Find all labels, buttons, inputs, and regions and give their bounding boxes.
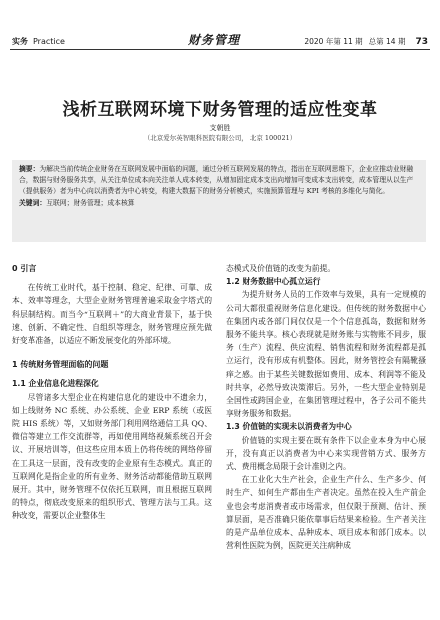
header-rule [10,49,430,50]
page-number: 73 [415,37,428,47]
total-issue: 总第 14 期 [368,37,406,46]
left-column [12,262,212,523]
intro-heading: 0 引言 [12,264,37,273]
section-label [12,36,65,47]
issue-info [298,36,428,47]
section-1-3-paragraph-1: 价值链的实现主要在既有条件下以企业本身为中心展开，没有真正以消费者为中心来实现营销方式、服务方式、费用概念局限于会计准则之内。 [226,435,426,472]
journal-logo: 财务管理 [188,33,241,47]
year-issue: 2020 年第 11 期 [304,37,363,46]
abstract-label: 摘要： [19,165,40,173]
section-1-2-paragraph: 为提升财务人员的工作效率与效果，具有一定规模的公司大都很重视财务信息化建设。但传统的财务数据中心在集团内或各部门间仅仅是一个个信息孤岛，数据和财务服务不能共享。核心表现就是财务账与实物账不同步，服务（生产）流程、供应流程、销售流程和财务流程都是孤立运行，没有形成有机整体。因此，财务管控会有隔靴搔痒之感。由于某些关键数据如费用、成本、利润等不能及时共享，必然导致决策滞后。另外，一些大型企业特别是全国性或跨国企业，在集团管理过程中，各子公司不能共享财务服务和数据。 [226,290,426,419]
intro-paragraph: 在传统工业时代，基于控制、稳定、纪律、可靠、成本、效率等理念，大型企业财务管理普遍采取金字塔式的科层制结构。而当今“互联网＋”的大商业背景下，基于快速、创新、不确定性、自组织等理念，财务管理应预先做好变革准备，以适应不断发展变化的外部环境。 [12,283,212,346]
keywords [19,198,419,209]
section-1-1-paragraph: 尽管诸多大型企业在构建信息化的建设中不遗余力，如上线财务 NC 系统、办公系统、企业 ERP 系统（或医院 HIS 系统）等，又如财务部门利用网络通信工具 QQ、微信等建立工作交流群等，再如使用网络视频系统召开会议、开展培训等，但这些应用本质上仍将传统的网络停留在工具这一层面，没有改变的企业原有生态模式。真正的互联网化是指企业的所有业务、财务活动都能借助互联网展开。其中，财务管理不仅依托互联网，而且根据互联网的特点，彻底改变原来的组织形式、管理方法与工具。这种改变，需要以企业整体生 [12,392,212,521]
section-1-2-heading: 1.2 财务数据中心孤立运行 [226,277,321,287]
section-1-3-heading: 1.3 价值链的实现未以消费者为中心 [226,422,352,432]
right-column [226,262,426,552]
section-1-1-heading: 1.1 企业信息化进程深化 [12,379,99,389]
section-label-cn: 实务 [12,37,28,46]
keywords-text: 互联网；财务管理；成本核算 [46,199,135,207]
author-name: 支朝胜 [209,124,231,132]
section-1-3-paragraph-2: 在工业化大生产社会，企业生产什么、生产多少、何时生产、如何生产都由生产者决定。虽然在投入生产前企业也会考虑消费者或市场需求，但仅限于预测、估计、预算层面，是否准确只能依靠事后结果来检验。生产者关注的是产品单位成本、品种成本、项目成本和部门成本。以营利性医院为例，医院更关注病种成 [226,475,426,551]
article-title: 浅析互联网环境下财务管理的适应性变革 [62,100,378,120]
keywords-label: 关键词： [19,199,47,207]
author-affiliation: （北京爱尔英智眼科医院有限公司， 北京 100021） [143,134,297,142]
abstract-box [12,160,426,242]
continued-paragraph: 态模式及价值链的改变为前提。 [226,264,336,273]
section-1-heading: 1 传统财务管理面临的问题 [12,360,109,370]
section-label-en: Practice [33,37,65,46]
abstract [19,164,419,197]
abstract-text: 为解决当前传统企业财务在互联网发展中面临的问题，通过分析互联网发展的特点，指出在互联网思维下，企业应推动业财融合，数据与财务服务共享，从关注单位成本向关注单人成本转变，从增加固定成本支出向增加可变成本支出转变，成本管理从以生产（提供服务）者为中心向以消费者为中心转变，构建大数据下的财务分析模式，实施预算管理与 KPI 考核的多维化与简化。 [19,165,414,195]
